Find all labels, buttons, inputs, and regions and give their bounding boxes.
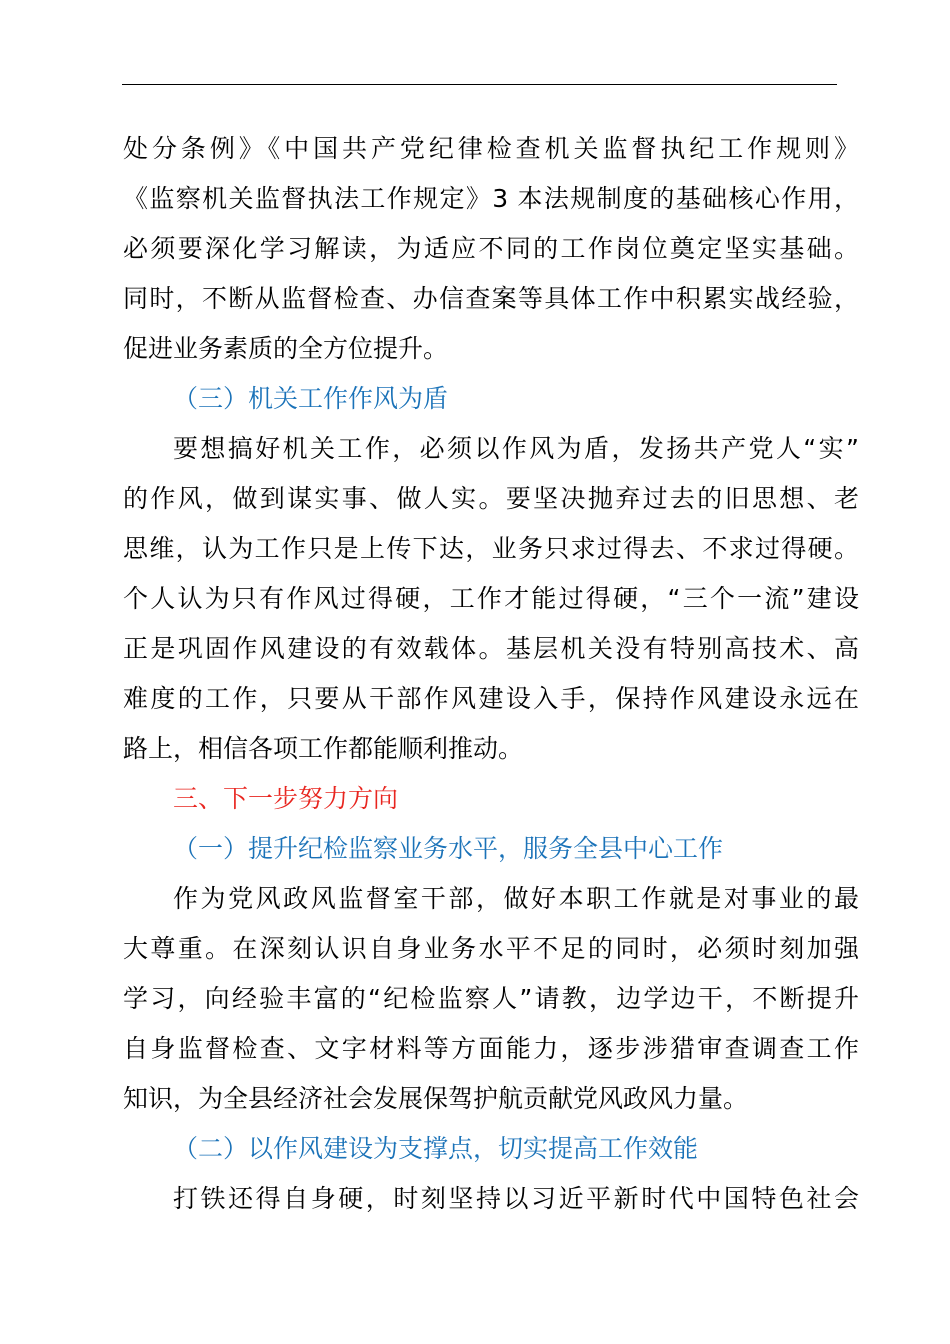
- section-heading-2: （二）以作风建设为支撑点，切实提高工作效能: [173, 1134, 699, 1163]
- paragraph-first-line: 作为党风政风监督室干部，做好本职工作就是对事业的最: [173, 884, 859, 913]
- header-rule: [122, 84, 837, 85]
- section-heading-3: （三）机关工作作风为盾: [173, 384, 449, 413]
- paragraph-first-line: 要想搞好机关工作，必须以作风为盾，发扬共产党人“实”: [173, 434, 859, 463]
- body-line: 《监察机关监督执法工作规定》3 本法规制度的基础核心作用，: [123, 184, 859, 213]
- body-line: 同时，不断从监督检查、办信查案等具体工作中积累实战经验，: [123, 284, 859, 313]
- body-line: 思维，认为工作只是上传下达，业务只求过得去、不求过得硬。: [123, 534, 859, 563]
- body-line: 难度的工作，只要从干部作风建设入手，保持作风建设永远在: [123, 684, 859, 713]
- body-line: 促进业务素质的全方位提升。: [123, 334, 449, 363]
- body-line: 学习，向经验丰富的“纪检监察人”请教，边学边干，不断提升: [123, 984, 859, 1013]
- body-line: 知识，为全县经济社会发展保驾护航贡献党风政风力量。: [123, 1084, 749, 1113]
- body-line: 自身监督检查、文字材料等方面能力，逐步涉猎审查调查工作: [123, 1034, 859, 1063]
- body-line: 必须要深化学习解读，为适应不同的工作岗位奠定坚实基础。: [123, 234, 859, 263]
- paragraph-first-line: 打铁还得自身硬，时刻坚持以习近平新时代中国特色社会: [173, 1184, 859, 1213]
- body-line: 个人认为只有作风过得硬，工作才能过得硬，“三个一流”建设: [123, 584, 859, 613]
- chapter-heading: 三、下一步努力方向: [173, 784, 399, 813]
- document-page: [123, 124, 859, 1224]
- section-heading-1: （一）提升纪检监察业务水平，服务全县中心工作: [173, 834, 724, 863]
- body-line: 大尊重。在深刻认识自身业务水平不足的同时，必须时刻加强: [123, 934, 859, 963]
- body-line: 处分条例》《中国共产党纪律检查机关监督执纪工作规则》: [123, 134, 859, 163]
- body-line: 正是巩固作风建设的有效载体。基层机关没有特别高技术、高: [123, 634, 859, 663]
- body-line: 的作风，做到谋实事、做人实。要坚决抛弃过去的旧思想、老: [123, 484, 859, 513]
- body-line: 路上，相信各项工作都能顺利推动。: [123, 734, 524, 763]
